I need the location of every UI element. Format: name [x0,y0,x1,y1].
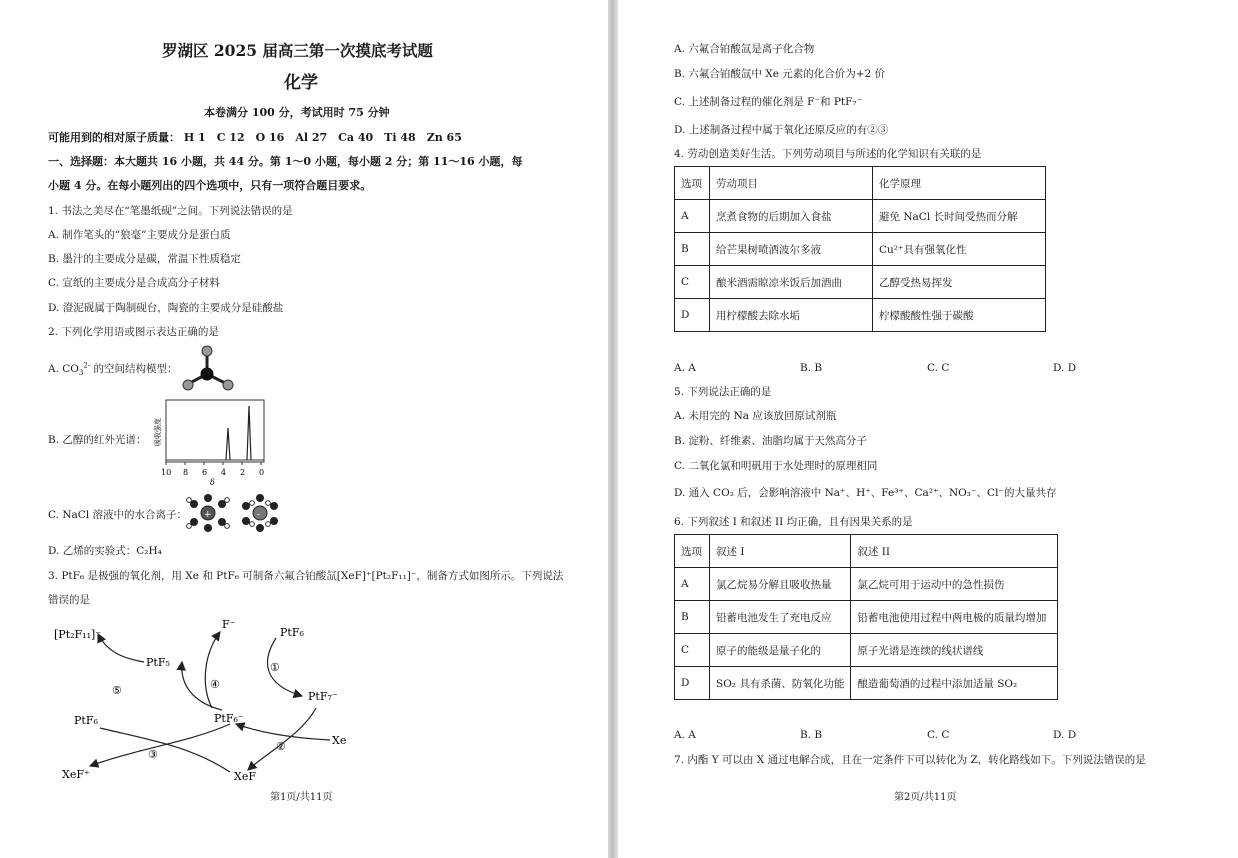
q3-option-d: D. 上述制备过程中属于氧化还原反应的有②③ [674,124,889,136]
table-cell: 氯乙烷可用于运动中的急性损伤 [851,568,1058,601]
table-cell: B [675,233,710,266]
q5-option-b: B. 淀粉、纤维素、油脂均属于天然高分子 [674,435,867,447]
table-cell: 避免 NaCl 长时间受热而分解 [873,200,1046,233]
q4-stem: 4. 劳动创造美好生活。下列劳动项目与所述的化学知识有关联的是 [674,148,982,160]
page-2-footer: 第2页/共11页 [894,792,957,803]
step-4-label: ④ [210,678,220,691]
q3-option-a: A. 六氟合铂酸氙是离子化合物 [674,43,815,55]
table-cell: D [675,299,710,332]
ptf5-label: PtF₅ [146,656,170,669]
table-cell: 烹煮食物的后期加入食盐 [710,200,873,233]
q2-option-a: A. $CO_3^{2-}$ 的空间结构模型： [48,361,178,378]
table-row [675,266,1046,299]
q4-table [674,166,1046,332]
q5-option-d: D. 通入 CO₂ 后，会影响溶液中 Na⁺、H⁺、Fe³⁺、Ca²⁺、NO₃⁻、Cl⁻的大量共存 [674,487,1057,499]
q1-option-b: B. 墨汁的主要成分是碳，常温下性质稳定 [48,253,241,265]
table-header: 叙述 II [851,535,1058,568]
step-5-label: ⑤ [112,684,122,697]
table-cell: 原子的能级是量子化的 [710,634,851,667]
table-cell: SO₂ 具有杀菌、防氧化功能 [710,667,851,700]
q2-option-d: D. 乙烯的实验式：C₂H₄ [48,545,162,557]
table-row [675,568,1058,601]
table-row [675,233,1046,266]
table-header-row [675,167,1046,200]
table-row [675,200,1046,233]
page-gutter [608,0,618,858]
q3-stem-cont: 错误的是 [48,594,90,606]
q1-stem: 1. 书法之美尽在“笔墨纸砚”之间。下列说法错误的是 [48,205,293,217]
q6-answer-d: D. D [1053,729,1077,741]
table-cell: B [675,601,710,634]
q2-option-b: B. 乙醇的红外光谱： [48,434,147,446]
q4-answer-b: B. B [800,362,823,374]
table-cell: A [675,200,710,233]
subject-title: 化学 [284,73,318,93]
tick-label: 0 [259,468,265,477]
table-header: 选项 [675,535,710,568]
tick-label: 8 [183,468,189,477]
carbonate-ball-stick-model [180,344,240,392]
hydrated-ions-diagram [184,494,288,532]
ptf7-minus-label: PtF₇⁻ [308,690,338,703]
exam-title: 罗湖区 2025 届高三第一次摸底考试题 [162,41,433,60]
tick-label: 10 [161,468,172,477]
table-cell: C [675,634,710,667]
f-minus-label: F⁻ [222,618,236,631]
q6-answer-a: A. A [674,729,696,741]
q3-reaction-cycle-diagram [40,612,370,792]
table-cell: 铅蓄电池发生了充电反应 [710,601,851,634]
table-cell: C [675,266,710,299]
page-1-footer: 第1页/共11页 [270,792,333,803]
xef-plus-label: XeF⁺ [62,768,90,781]
step-1-label: ① [270,661,280,674]
svg-text:-: - [257,510,261,520]
q4-answer-c: C. C [927,362,950,374]
spectrum-x-label: δ [210,478,215,486]
table-cell: 酿米酒需晾凉米饭后加酒曲 [710,266,873,299]
table-header: 化学原理 [873,167,1046,200]
table-cell: D [675,667,710,700]
tick-label: 2 [240,468,246,477]
q6-answer-b: B. B [800,729,823,741]
tick-label: 6 [202,468,208,477]
page-1 [0,0,608,858]
svg-text:+: + [204,510,212,520]
table-header: 选项 [675,167,710,200]
table-cell: 原子光谱是连续的线状谱线 [851,634,1058,667]
q2-option-c: C. NaCl 溶液中的水合离子： [48,509,188,521]
table-cell: 用柠檬酸去除水垢 [710,299,873,332]
q6-table [674,534,1058,700]
q1-option-a: A. 制作笔头的“狼毫”主要成分是蛋白质 [48,229,231,241]
xef-label: XeF [234,770,256,783]
q3-option-b: B. 六氟合铂酸氙中 Xe 元素的化合价为+2 价 [674,68,886,80]
score-info: 本卷满分 100 分，考试用时 75 分钟 [204,106,390,119]
table-cell: 酿造葡萄酒的过程中添加适量 SO₂ [851,667,1058,700]
table-header-row [675,535,1058,568]
pt2f11-label: [Pt₂F₁₁]⁻ [54,628,102,641]
section-1-instructions: 一、选择题：本大题共 16 小题，共 44 分。第 1～0 小题，每小题 2 分；第 11～16 小题，每 [48,155,523,168]
table-cell: 铅蓄电池使用过程中两电极的质量均增加 [851,601,1058,634]
q6-answer-c: C. C [927,729,950,741]
step-2-label: ② [276,740,286,753]
q7-stem: 7. 内酯 Y 可以由 X 通过电解合成，且在一定条件下可以转化为 Z，转化路线如下。下列说法错误的是 [674,754,1146,766]
table-cell: Cu²⁺具有强氧化性 [873,233,1046,266]
q6-stem: 6. 下列叙述 I 和叙述 II 均正确，且有因果关系的是 [674,516,913,528]
section-1-instructions-cont: 小题 4 分。在每小题列出的四个选项中，只有一项符合题目要求。 [48,179,372,192]
page-2 [618,0,1238,858]
ptf6-minus-label: PtF₆⁻ [214,712,244,725]
table-row [675,299,1046,332]
table-cell: 氯乙烷易分解且吸收热量 [710,568,851,601]
q2-stem: 2. 下列化学用语或图示表达正确的是 [48,326,219,338]
table-cell: A [675,568,710,601]
q5-option-a: A. 未用完的 Na 应该放回原试剂瓶 [674,410,837,422]
xe-label: Xe [332,734,347,747]
ptf6-left-label: PtF₆ [74,714,98,727]
q4-answer-a: A. A [674,362,696,374]
spectrum-y-label: 吸收强度 [154,418,162,446]
q3-stem: 3. PtF₆ 是极强的氧化剂，用 Xe 和 PtF₆ 可制备六氟合铂酸氙[XeF]⁺[Pt₂F₁₁]⁻，制备方式如图所示。下列说法 [48,570,564,582]
table-header: 叙述 I [710,535,851,568]
atomic-masses: 可能用到的相对原子质量： H 1 C 12 O 16 Al 27 Ca 40 Ti 48 Zn 65 [48,131,462,144]
table-row [675,667,1058,700]
table-header: 劳动项目 [710,167,873,200]
q1-option-c: C. 宣纸的主要成分是合成高分子材料 [48,277,220,289]
q3-option-c: C. 上述制备过程的催化剂是 F⁻和 PtF₇⁻ [674,96,863,108]
table-cell: 乙醇受热易挥发 [873,266,1046,299]
ethanol-ir-spectrum [152,396,270,486]
table-row [675,634,1058,667]
q5-stem: 5. 下列说法正确的是 [674,386,772,398]
step-3-label: ③ [148,748,158,761]
table-row [675,601,1058,634]
q5-option-c: C. 二氧化氯和明矾用于水处理时的原理相同 [674,460,878,472]
table-cell: 柠檬酸酸性强于碳酸 [873,299,1046,332]
table-cell: 给芒果树喷洒波尔多液 [710,233,873,266]
tick-label: 4 [221,468,227,477]
q1-option-d: D. 澄泥砚属于陶制砚台，陶瓷的主要成分是硅酸盐 [48,302,284,314]
ptf6-top-label: PtF₆ [280,626,304,639]
q4-answer-d: D. D [1053,362,1077,374]
